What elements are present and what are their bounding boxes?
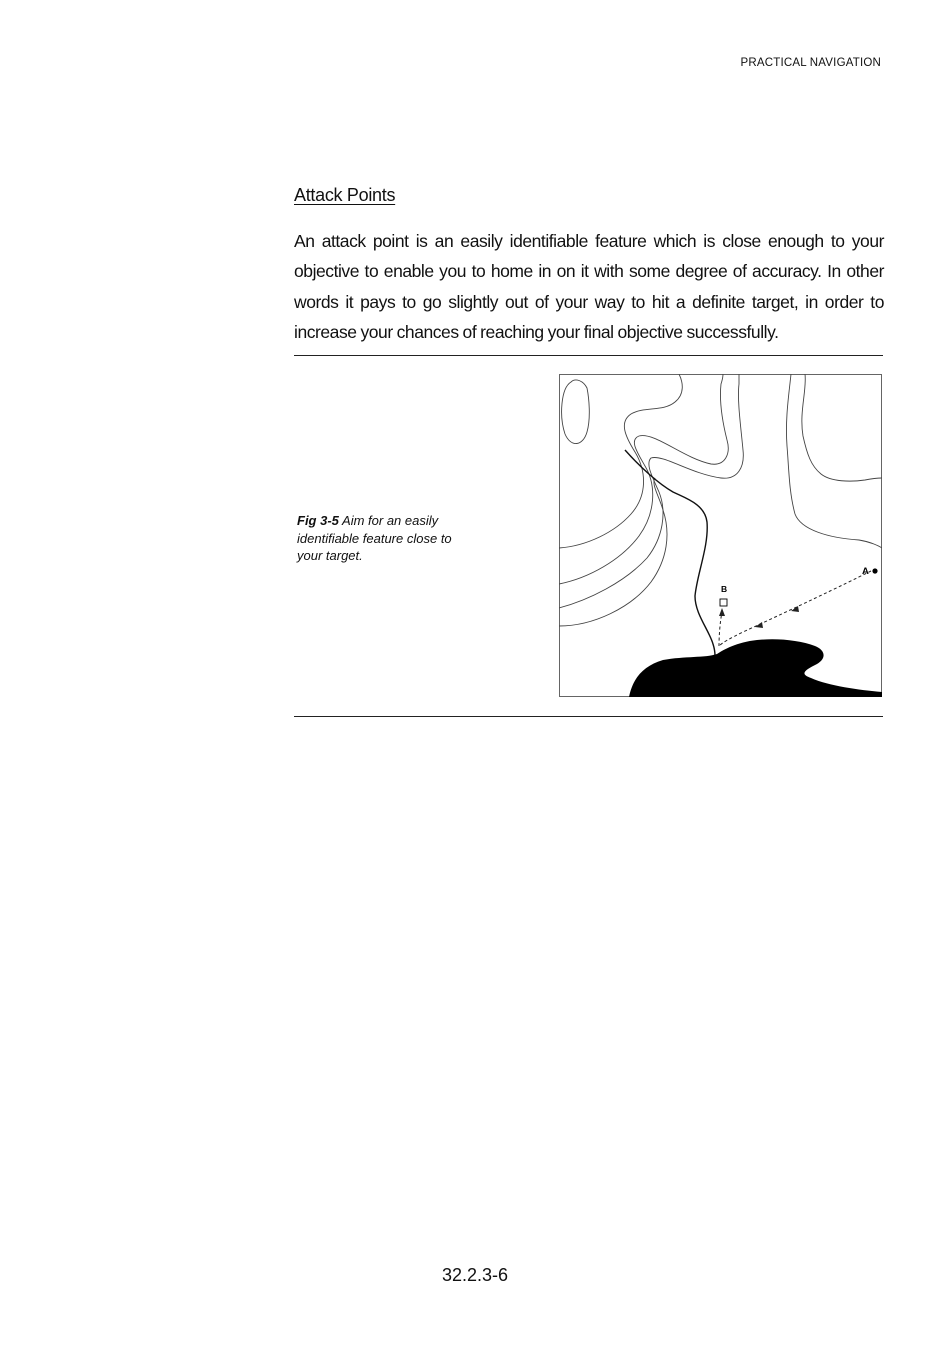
map-border [560,375,882,697]
figure-bottom-rule [294,716,883,717]
contour-map-figure [559,374,882,697]
body-paragraph: An attack point is an easily identifiable feature which is close enough to your objective to enable you to home in on it with some degree of accuracy. In other words it pays to go slightly out of your way to hit a definite target, in order to increase your chances of reaching your final objective successfully. [294,231,884,342]
page-number: 32.2.3-6 [441,1265,509,1285]
section-title: Attack Points [294,185,396,205]
figure-caption-text: Aim for an easily identifiable feature close to your target. [297,513,452,563]
figure-label: Fig 3-5 [297,513,339,528]
figure-top-rule [294,355,883,356]
figure-caption [297,512,462,565]
point-a-label: A [862,566,869,577]
point-b-marker [720,599,727,606]
point-a-marker [872,568,877,573]
point-b-label: B [721,584,728,594]
running-header: PRACTICAL NAVIGATION [740,57,881,69]
